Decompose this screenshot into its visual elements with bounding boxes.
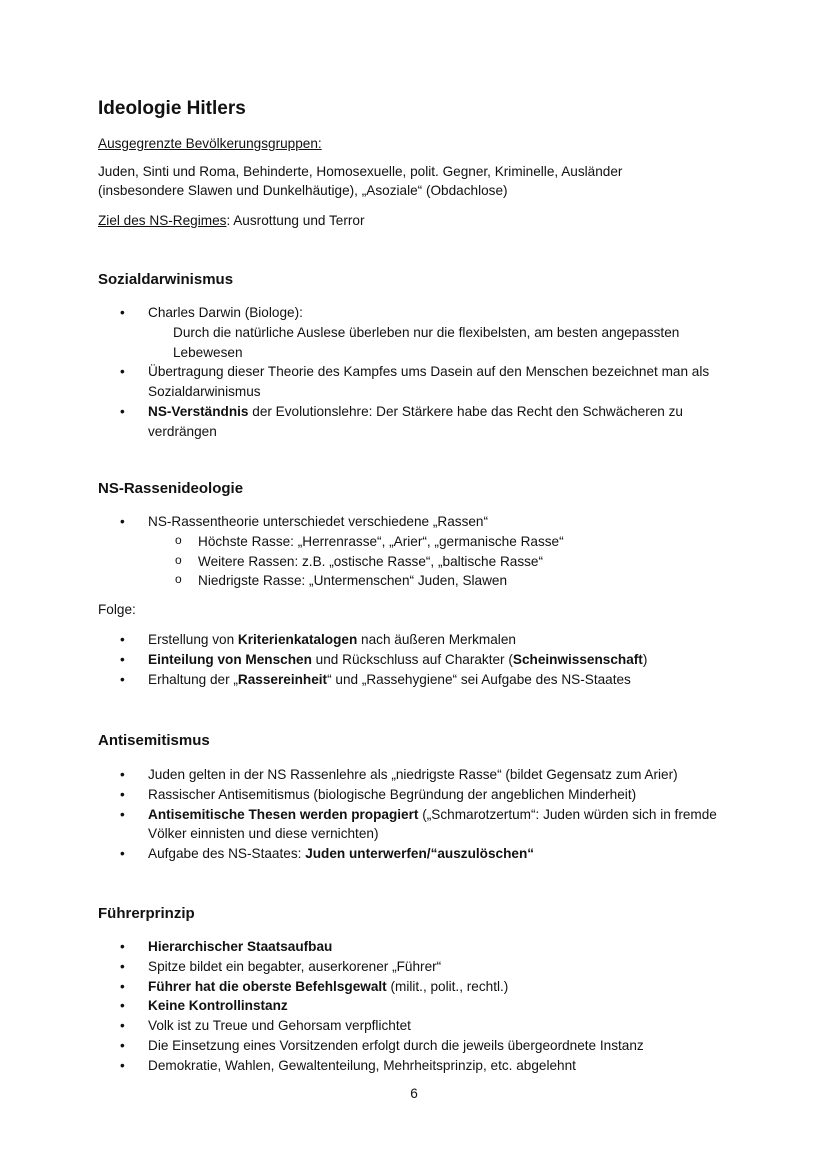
list-item [98, 650, 748, 670]
groups-heading: Ausgegrenzte Bevölkerungsgruppen: [98, 136, 322, 151]
section-heading-rassenideologie: NS-Rassenideologie [98, 480, 244, 497]
list-item: • Rassischer Antisemitismus (biologische Begründung der angeblichen Minderheit) [98, 785, 748, 805]
list-item [98, 844, 748, 864]
list-item-text: der Evolutionslehre: Der Stärkere habe das Recht den Schwächeren zu verdrängen [148, 403, 683, 439]
list-item-text: “ und „Rassehygiene“ sei Aufgabe des NS-Staates [327, 671, 631, 687]
sub-list-item: o Höchste Rasse: „Herrenrasse“, „Arier“, „germanische Rasse“ [148, 532, 748, 552]
section-heading-antisemitismus: Antisemitismus [98, 732, 210, 749]
list-item: • Juden gelten in der NS Rassenlehre als „niedrigste Rasse“ (bildet Gegensatz zum Arier) [98, 765, 748, 785]
groups-line-1: Juden, Sinti und Roma, Behinderte, Homosexuelle, polit. Gegner, Kriminelle, Ausländer [98, 164, 623, 179]
list-item: • Volk ist zu Treue und Gehorsam verpflichtet [98, 1016, 748, 1036]
list-item [98, 805, 748, 845]
section-heading-fuehrerprinzip: Führerprinzip [98, 905, 195, 922]
bold-text: Führer hat die oberste Befehlsgewalt [148, 978, 387, 994]
antisemitismus-list [98, 765, 748, 864]
list-item-text: Aufgabe des NS-Staates: [148, 846, 306, 862]
list-item: • Übertragung dieser Theorie des Kampfes ums Dasein auf den Menschen bezeichnet man als Sozialdarwinismus [98, 362, 748, 402]
goal-line [98, 211, 364, 230]
list-item: • Die Einsetzung eines Vorsitzenden erfolgt durch die jeweils übergeordnete Instanz [98, 1036, 748, 1056]
list-item-text: und Rückschluss auf Charakter ( [311, 651, 513, 667]
folge-list [98, 630, 748, 689]
bold-text: Hierarchischer Staatsaufbau [148, 939, 333, 954]
list-item-text: Charles Darwin (Biologe): [148, 305, 303, 320]
list-item-text: Erhaltung der „ [148, 671, 238, 687]
bold-text: Rassereinheit [237, 671, 328, 687]
list-item [98, 670, 748, 690]
list-item-text: NS-Rassentheorie unterschiedet verschiedene „Rassen“ [148, 514, 489, 529]
list-item-text: („Schmarotzertum“: Juden würden sich in fremde Völker einnisten und diese vernichten) [148, 806, 717, 842]
list-item [98, 996, 748, 1016]
list-item: • Spitze bildet ein begabter, auserkorener „Führer“ [98, 957, 748, 977]
list-item-text: Erstellung von [148, 632, 238, 647]
list-item [98, 512, 748, 591]
list-item: • Demokratie, Wahlen, Gewaltenteilung, Mehrheitsprinzip, etc. abgelehnt [98, 1056, 748, 1076]
bold-text: Keine Kontrollinstanz [148, 998, 288, 1014]
bold-text: Einteilung von Menschen [148, 651, 312, 667]
page-number: 6 [410, 1086, 418, 1101]
list-item-text: (milit., polit., rechtl.) [386, 978, 509, 994]
sub-list [148, 532, 748, 591]
list-item [98, 402, 748, 442]
bold-text: Kriterienkatalogen [237, 632, 358, 647]
list-item-subtext: Durch die natürliche Auslese überleben nur die flexibelsten, am besten angepassten Lebewesen [173, 324, 680, 360]
sozialdarwinismus-list [98, 303, 748, 442]
groups-line-2: (insbesondere Slawen und Dunkelhäutige), „Asoziale“ (Obdachlose) [98, 183, 508, 198]
fuehrerprinzip-list [98, 937, 748, 1076]
rassenideologie-list [98, 512, 748, 591]
list-item [98, 303, 748, 362]
sub-list-item: o Niedrigste Rasse: „Untermenschen“ Juden, Slawen [148, 571, 748, 591]
bold-text: Juden unterwerfen/“auszulöschen“ [305, 846, 535, 862]
section-heading-sozialdarwinismus: Sozialdarwinismus [98, 271, 234, 288]
list-item [98, 937, 748, 957]
bold-text: NS-Verständnis [148, 403, 249, 419]
goal-label: Ziel des NS-Regimes [98, 213, 227, 228]
bold-text: Scheinwissenschaft [512, 651, 643, 667]
list-item [98, 630, 748, 650]
sub-list-item: o Weitere Rassen: z.B. „ostische Rasse“, „baltische Rasse“ [148, 552, 748, 572]
folge-label: Folge: [98, 602, 136, 617]
page-title: Ideologie Hitlers [98, 98, 246, 119]
list-item-text: nach äußeren Merkmalen [357, 632, 516, 647]
bold-text: Antisemitische Thesen werden propagiert [148, 806, 419, 822]
goal-text: : Ausrottung und Terror [226, 213, 365, 228]
list-item [98, 977, 748, 997]
list-item-text: ) [642, 651, 648, 667]
